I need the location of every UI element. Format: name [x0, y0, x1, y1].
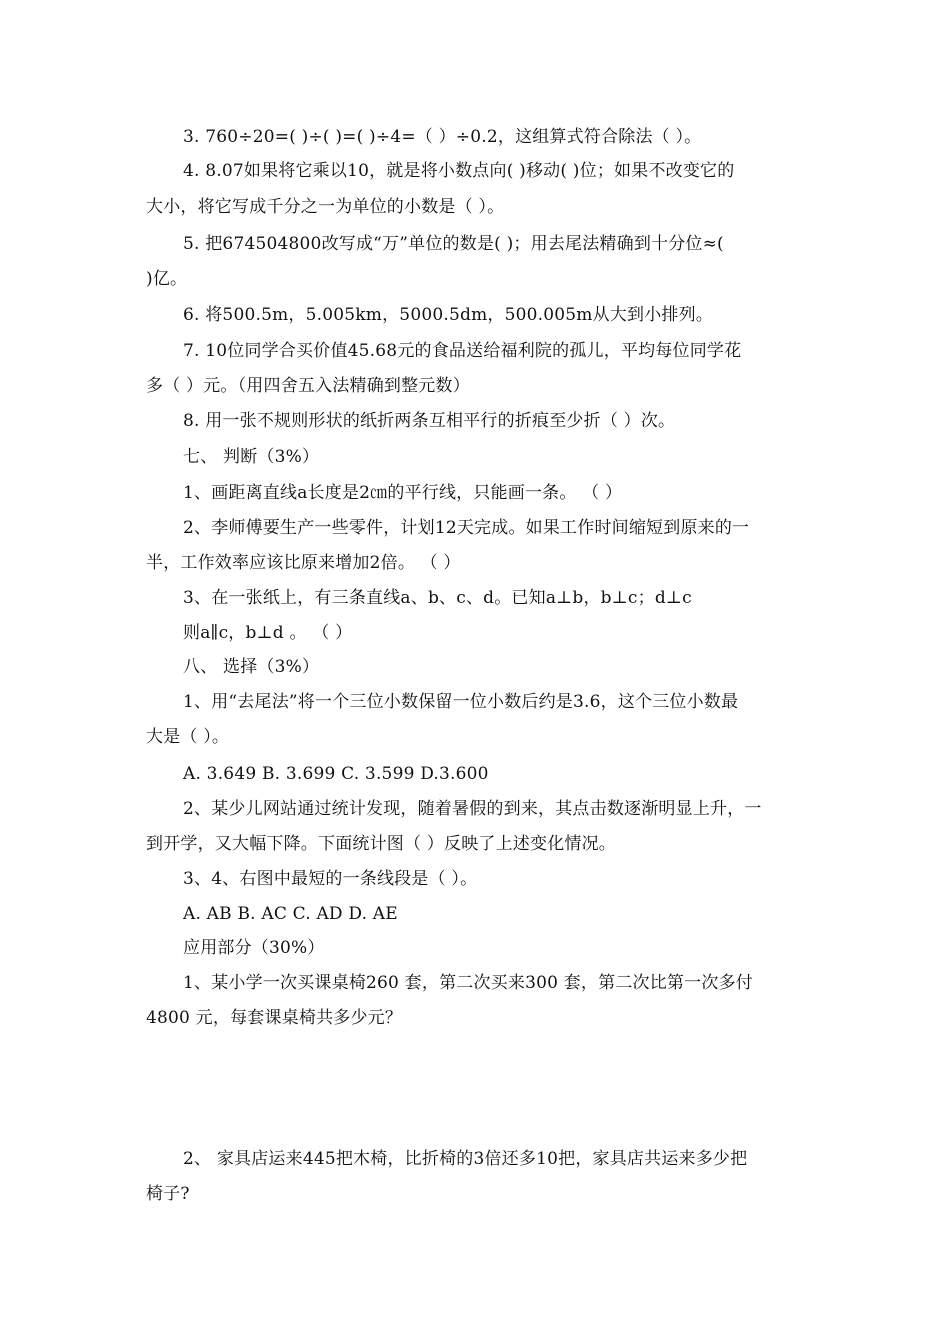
judge-question-3-line-2: 则a∥c，b⊥d 。 （ ） [183, 623, 353, 643]
judge-question-3-line-1: 3、在一张纸上，有三条直线a、b、c、d。已知a⊥b，b⊥c；d⊥c [183, 588, 692, 608]
question-4-fill-line-2: 大小，将它写成千分之一为单位的小数是（ ）。 [146, 197, 505, 217]
judge-question-1: 1、画距离直线a长度是2㎝的平行线，只能画一条。 （ ） [183, 483, 623, 503]
section-7-heading: 七、 判断（3%） [183, 447, 320, 467]
question-4-fill-line-1: 4. 8.07如果将它乘以10，就是将小数点向( )移动( )位；如果不改变它的 [183, 161, 735, 181]
choice-question-2-line-2: 到开学，又大幅下降。下面统计图（ ）反映了上述变化情况。 [146, 834, 617, 854]
question-6-fill-line: 6. 将500.5m，5.005km，5000.5dm，500.005m从大到小排列。 [183, 305, 714, 325]
application-question-1-line-1: 1、某小学一次买课桌椅260 套，第二次买来300 套，第二次比第一次多付 [183, 973, 753, 993]
choice-question-1-line-2: 大是（ ）。 [146, 727, 230, 747]
application-question-2-line-2: 椅子? [146, 1184, 190, 1204]
question-8-fill-line: 8. 用一张不规则形状的纸折两条互相平行的折痕至少折（ ）次。 [183, 411, 676, 431]
choice-question-3: 3、4、右图中最短的一条线段是（ ）。 [183, 869, 478, 889]
application-question-2-line-1: 2、 家具店运来445把木椅，比折椅的3倍还多10把，家具店共运来多少把 [183, 1149, 748, 1169]
choice-question-3-options: A. AB B. AC C. AD D. AE [183, 904, 398, 924]
question-7-fill-line-2: 多（ ）元。（用四舍五入法精确到整元数） [146, 376, 470, 396]
choice-question-1-options: A. 3.649 B. 3.699 C. 3.599 D.3.600 [183, 764, 489, 784]
judge-question-2-line-1: 2、李师傅要生产一些零件，计划12天完成。如果工作时间缩短到原来的一 [183, 518, 750, 538]
question-3-fill-line: 3. 760÷20=( )÷( )=( )÷4=（ ）÷0.2，这组算式符合除法（ ）。 [183, 127, 702, 147]
judge-question-2-line-2: 半，工作效率应该比原来增加2倍。 （ ） [146, 553, 461, 573]
section-8-heading: 八、 选择（3%） [183, 657, 320, 677]
question-5-fill-line-1: 5. 把674504800改写成“万”单位的数是( )；用去尾法精确到十分位≈( [183, 234, 724, 254]
application-question-1-line-2: 4800 元，每套课桌椅共多少元？ [146, 1008, 403, 1028]
choice-question-2-line-1: 2、某少儿网站通过统计发现，随着暑假的到来，其点击数逐渐明显上升，一 [183, 799, 762, 819]
question-5-fill-line-2: )亿。 [146, 269, 188, 289]
question-7-fill-line-1: 7. 10位同学合买价值45.68元的食品送给福利院的孤儿，平均每位同学花 [183, 341, 742, 361]
choice-question-1-line-1: 1、用“去尾法”将一个三位小数保留一位小数后约是3.6，这个三位小数最 [183, 692, 739, 712]
application-heading: 应用部分（30%） [183, 938, 325, 958]
